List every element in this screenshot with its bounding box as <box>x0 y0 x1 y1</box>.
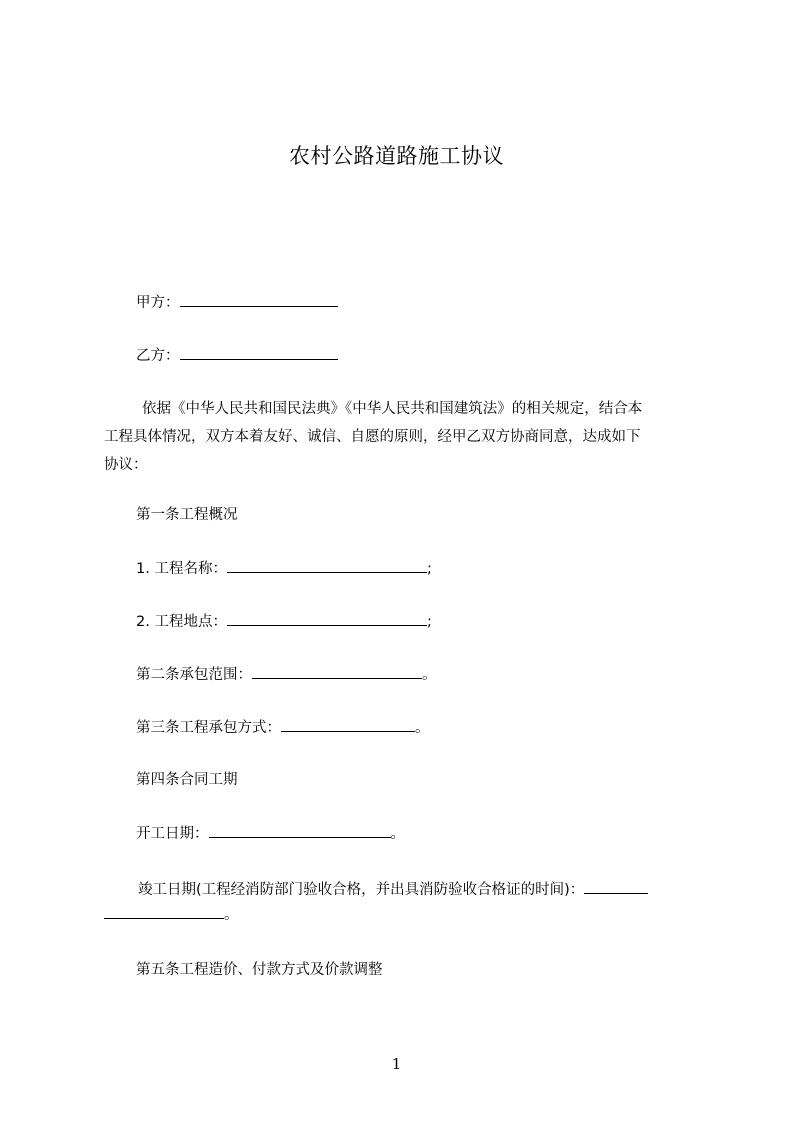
article-2-line <box>136 664 437 685</box>
article-2-label: 第二条承包范围： <box>136 667 252 683</box>
item-1-label: 1. 工程名称： <box>136 561 227 577</box>
item-1-suffix: ; <box>426 561 432 577</box>
party-b-label: 乙方： <box>136 348 180 364</box>
item-2-blank <box>227 611 427 626</box>
article-3-label: 第三条工程承包方式： <box>136 720 281 736</box>
start-date-suffix: 。 <box>390 826 405 842</box>
item-1-blank <box>227 558 427 573</box>
party-a-label: 甲方： <box>136 295 180 311</box>
item-1-line <box>136 558 432 579</box>
article-3-line <box>136 717 430 738</box>
party-b-line <box>136 345 338 366</box>
completion-label: 竣工日期(工程经消防部门验收合格，并出具消防验收合格证的时间)： <box>138 882 585 898</box>
intro-line-1: 依据《中华人民共和国民法典》《中华人民共和国建筑法》的相关规定，结合本 <box>142 401 643 417</box>
article-5-heading: 第五条工程造价、付款方式及价款调整 <box>136 962 383 978</box>
intro-line-3: 协议： <box>104 457 148 473</box>
article-2-blank <box>252 664 422 679</box>
completion-line-2 <box>104 904 239 925</box>
start-date-blank <box>209 823 391 838</box>
intro-paragraph <box>104 395 704 479</box>
document-title: 农村公路道路施工协议 <box>289 144 504 168</box>
intro-line-2: 工程具体情况，双方本着友好、诚信、自愿的原则，经甲乙双方协商同意，达成如下 <box>104 429 641 445</box>
party-a-blank <box>180 292 338 307</box>
article-3-blank <box>281 717 415 732</box>
completion-blank-2 <box>104 904 224 919</box>
article-4-heading: 第四条合同工期 <box>136 772 238 788</box>
article-1-heading: 第一条工程概况 <box>136 507 238 523</box>
item-2-line <box>136 611 432 632</box>
item-2-label: 2. 工程地点： <box>136 614 227 630</box>
completion-suffix: 。 <box>224 907 239 923</box>
start-date-label: 开工日期： <box>136 826 209 842</box>
start-date-line <box>136 823 405 844</box>
article-2-suffix: 。 <box>422 667 437 683</box>
item-2-suffix: ; <box>426 614 432 630</box>
completion-blank-1 <box>584 879 648 894</box>
completion-line-1 <box>138 879 648 900</box>
page-number: 1 <box>391 1055 402 1073</box>
article-3-suffix: 。 <box>415 720 430 736</box>
party-a-line <box>136 292 338 313</box>
party-b-blank <box>180 345 338 360</box>
